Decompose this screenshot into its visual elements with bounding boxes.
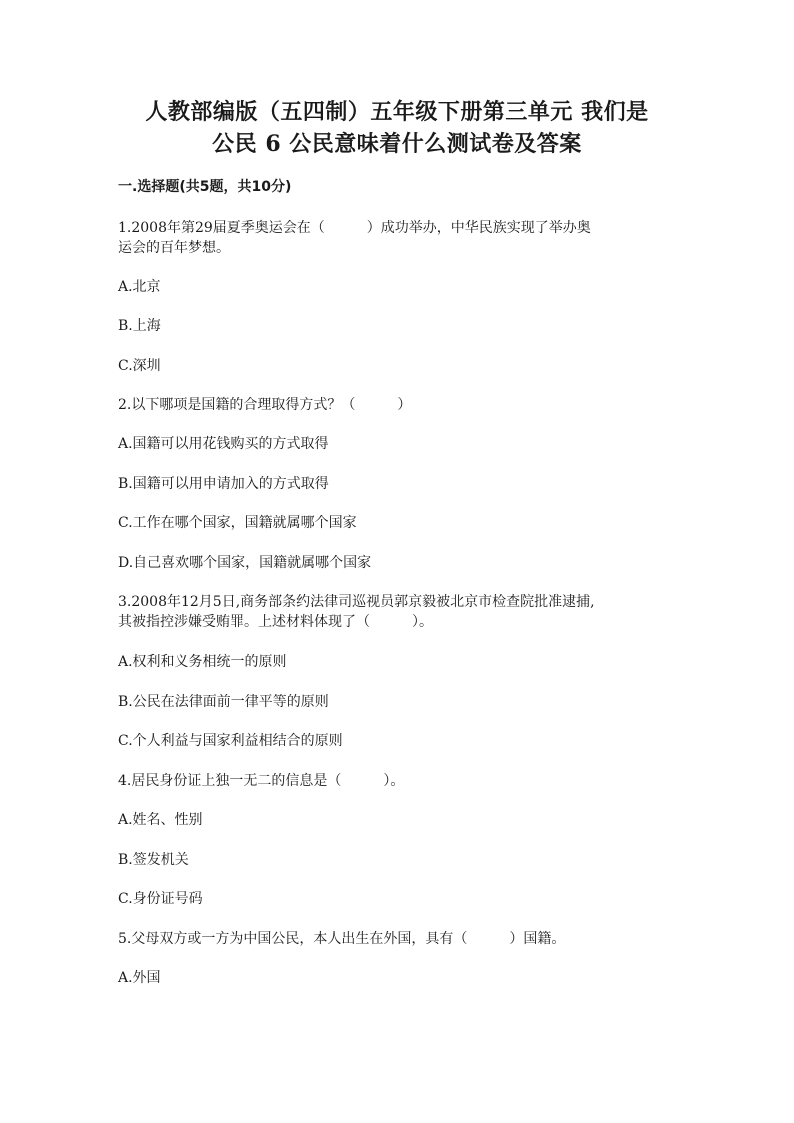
question-4-stem-line-1: 4.居民身份证上独一无二的信息是（ ）。	[118, 773, 405, 789]
question-1-stem-line-2: 运会的百年梦想。	[118, 240, 230, 256]
question-2-option-d: D.自己喜欢哪个国家，国籍就属哪个国家	[118, 555, 372, 571]
question-2-option-b: B.国籍可以用申请加入的方式取得	[118, 476, 329, 492]
section-heading: 一.选择题(共5题，共10分)	[118, 179, 292, 195]
question-5-stem	[118, 929, 678, 949]
question-2-stem-line-1: 2.以下哪项是国籍的合理取得方式？（ ）	[118, 397, 412, 413]
question-1-option-b: B.上海	[118, 318, 161, 334]
question-3-stem-line-2: 其被指控涉嫌受贿罪。上述材料体现了（ ）。	[118, 614, 433, 630]
title-line-2: 公民 6 公民意味着什么测试卷及答案	[212, 131, 582, 157]
page-title	[60, 96, 734, 160]
question-3-option-c: C.个人利益与国家利益相结合的原则	[118, 733, 343, 749]
question-1-stem-line-1: 1.2008年第29届夏季奥运会在（ ）成功举办，中华民族实现了举办奥	[118, 220, 591, 236]
question-1-option-c: C.深圳	[118, 358, 161, 374]
question-3-option-b: B.公民在法律面前一律平等的原则	[118, 694, 329, 710]
question-1-option-a: A.北京	[118, 279, 161, 295]
question-3-stem	[118, 592, 678, 632]
question-2-option-a: A.国籍可以用花钱购买的方式取得	[118, 436, 329, 452]
question-4-option-b: B.签发机关	[118, 852, 189, 868]
question-5-stem-line-1: 5.父母双方或一方为中国公民，本人出生在外国，具有（ ）国籍。	[118, 931, 566, 947]
question-3-option-a: A.权利和义务相统一的原则	[118, 654, 287, 670]
title-line-1: 人教部编版（五四制）五年级下册第三单元 我们是	[145, 99, 649, 125]
question-2-stem	[118, 395, 678, 415]
question-3-stem-line-1: 3.2008年12月5日,商务部条约法律司巡视员郭京毅被北京市检查院批准逮捕,	[118, 594, 595, 610]
question-4-option-a: A.姓名、性别	[118, 812, 203, 828]
question-4-stem	[118, 771, 678, 791]
question-2-option-c: C.工作在哪个国家，国籍就属哪个国家	[118, 515, 357, 531]
question-4-option-c: C.身份证号码	[118, 891, 203, 907]
question-5-option-a: A.外国	[118, 970, 161, 986]
question-1-stem	[118, 218, 678, 258]
